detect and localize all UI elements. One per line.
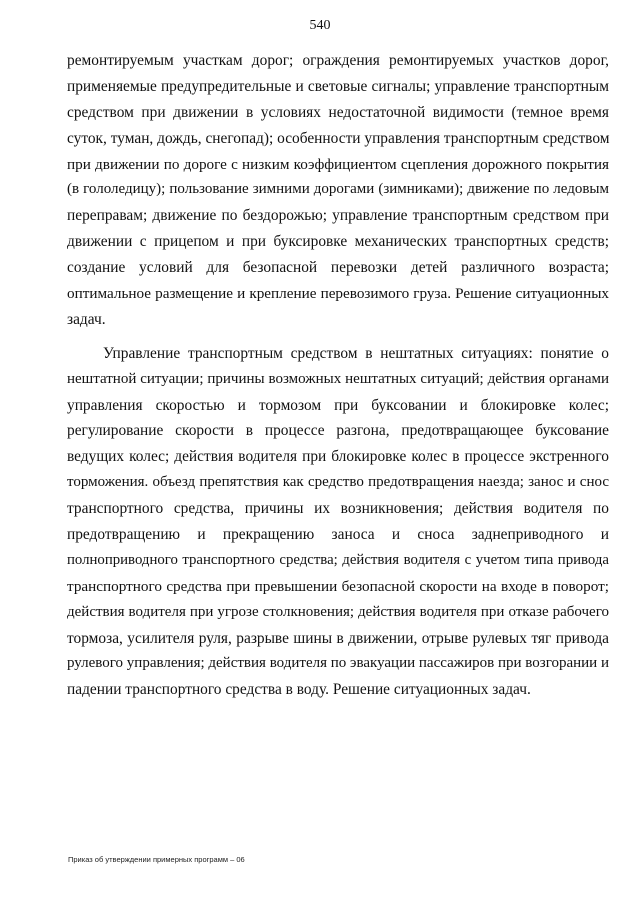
- text-line: полноприводного транспортного средства; действия водителя с учетом типа привода: [67, 551, 609, 568]
- text-line: ремонтируемым участкам дорог; ограждения ремонтируемых участков дорог,: [67, 52, 609, 69]
- text-line: движении с прицепом и при буксировке механических транспортных средств;: [67, 233, 609, 251]
- text-line: оптимальное размещение и крепление перевозимого груза. Решение ситуационных: [67, 285, 609, 303]
- footer-note: Приказ об утверждении примерных программ – 06: [68, 855, 245, 864]
- paragraph-2: [67, 341, 609, 703]
- text-line: Управление транспортным средством в нештатных ситуациях: понятие о: [103, 344, 609, 362]
- text-line: (в гололедицу); пользование зимними дорогами (зимниками); движение по ледовым: [67, 181, 609, 198]
- text-line: создание условий для безопасной перевозки детей различного возраста;: [67, 259, 609, 277]
- text-line: действия водителя при угрозе столкновения; действия водителя при отказе рабочего: [67, 603, 609, 620]
- page-number: 540: [309, 18, 331, 33]
- text-line: задач.: [67, 310, 106, 328]
- text-line: управления скоростью и тормозом при буксовании и блокировке колес;: [67, 396, 609, 414]
- text-line: при движении по дороге с низким коэффициентом сцепления дорожного покрытия: [67, 155, 609, 173]
- text-line: тормоза, усилителя руля, разрыве шины в движении, отрыве рулевых тяг привода: [67, 629, 609, 647]
- text-line: транспортного средства, причины их возникновения; действия водителя по: [67, 500, 609, 518]
- text-line: падении транспортного средства в воду. Решение ситуационных задач.: [67, 681, 531, 699]
- paragraph-1: [67, 48, 609, 333]
- text-line: ведущих колес; действия водителя при блокировке колес в процессе экстренного: [67, 448, 609, 466]
- body-text: [67, 48, 609, 703]
- text-line: транспортного средства при превышении безопасной скорости на входе в поворот;: [67, 577, 609, 595]
- text-line: рулевого управления; действия водителя по эвакуации пассажиров при возгорании и: [67, 655, 609, 672]
- text-line: суток, туман, дождь, снегопад); особенности управления транспортным средством: [67, 129, 610, 147]
- text-line: торможения. объезд препятствия как средство предотвращения наезда; занос и снос: [67, 474, 609, 491]
- text-line: нештатной ситуации; причины возможных нештатных ситуаций; действия органами: [67, 370, 609, 387]
- text-line: регулирование скорости в процессе разгона, предотвращающее буксование: [67, 422, 609, 440]
- text-line: средством при движении в условиях недостаточной видимости (темное время: [67, 103, 609, 121]
- paragraph-gap: [67, 333, 609, 341]
- text-line: применяемые предупредительные и световые сигналы; управление транспортным: [67, 77, 609, 95]
- text-line: предотвращению и прекращению заноса и сноса заднеприводного и: [67, 526, 609, 544]
- text-line: переправам; движение по бездорожью; управление транспортным средством при: [67, 207, 609, 225]
